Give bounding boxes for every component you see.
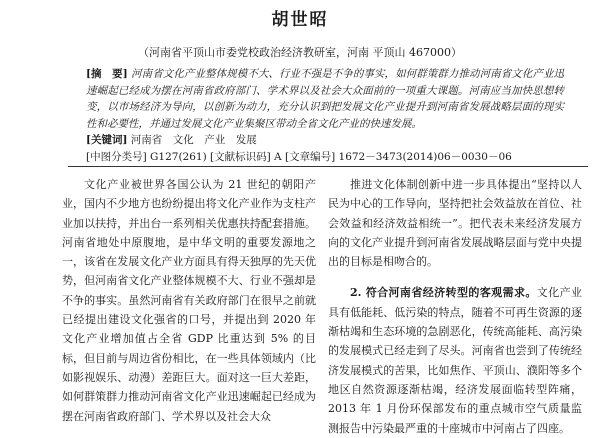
body-paragraph: 文化产业被世界各国公认为 21 世纪的朝阳产业，国内不少地方也纷纷提出将文化产业作为支柱产业加以扶持，并出台一系列相关优惠扶持配套措施。河南省地处中原腹地，是中华文明的重要发源地之一，该省在发展文化产业方面具有得天独厚的先天优势，但河南省文化产业整体规模不大、行业不强却是不争的事实。虽然河南省有关政府部门在很早之前就已经提出建设文化强省的口号，并提出到 2020 年文化产业增加值占全省 GDP 比重达到 5% 的目标，但目前与周边省份相比，在一些具体领域内（比如影视娱乐、动漫）差距巨大。面对这一巨大差距，如何群策群力推动河南省文化产业迅速崛起已经成为摆在河南省政府部门、学术界以及社会大众 xyxy=(62,178,316,423)
section-divider xyxy=(68,166,588,167)
abstract-label: [摘 要] xyxy=(86,68,128,80)
keywords-label: [关键词] xyxy=(86,134,128,146)
author-affiliation: （河南省平顶山市委党校政治经济教研室，河南 平顶山 467000） xyxy=(138,46,462,59)
keywords-line xyxy=(86,132,564,149)
keywords-value: 河南省 文化 产业 发展 xyxy=(130,134,257,146)
classification-line: [中图分类号] G127(261) [文献标识码] A [文章编号] 1672－3473(2014)06－0030－06 xyxy=(86,150,512,163)
abstract-paragraph xyxy=(86,66,564,132)
section-body: 文化产业具有低能耗、低污染的特点，随着不可再生资源的逐渐枯竭和生态环境的急剧恶化，传统高能耗、高污染的发展模式已经走到了尽头。河南省也尝到了传统经济发展模式的苦果，比如焦作、平顶山、濮阳等多个地区自然资源逐渐枯竭，经济发展面临转型阵痛，2013 年 1 月份环保部发布的重点城市空气质量监测报告中污染最严重的十座城市中河南占了四座。 xyxy=(328,286,583,435)
author-name: 胡世昭 xyxy=(271,10,329,30)
abstract-text: 河南省文化产业整体规模不大、行业不强是不争的事实，如何群策群力推动河南省文化产业迅速崛起已经成为摆在河南省政府部门、学术界以及社会大众面前的一项重大课题。河南应当加快思想转变，以市场经济为导向，以创新为动力，充分认识到把发展文化产业提升到河南省发展战略层面的现实性和必要性，并通过发展文化产业集聚区带动全省文化产业的快速发展。 xyxy=(86,68,565,130)
body-column-right xyxy=(328,175,582,438)
body-paragraph: 推进文化体制创新中进一步具体提出“坚持以人民为中心的工作导向，坚持把社会效益放在首位、社会效益和经济效益相统一”。把代表未来经济发展方向的文化产业提升到河南省发展战略层面与党中央提出的目标是相吻合的。 xyxy=(328,178,582,269)
body-paragraph-with-heading xyxy=(328,283,582,437)
section-heading: 2. 符合河南省经济转型的客观需求。 xyxy=(350,286,537,300)
paragraph-spacer xyxy=(328,271,582,283)
abstract-block xyxy=(86,66,564,165)
body-column-left xyxy=(62,175,316,426)
